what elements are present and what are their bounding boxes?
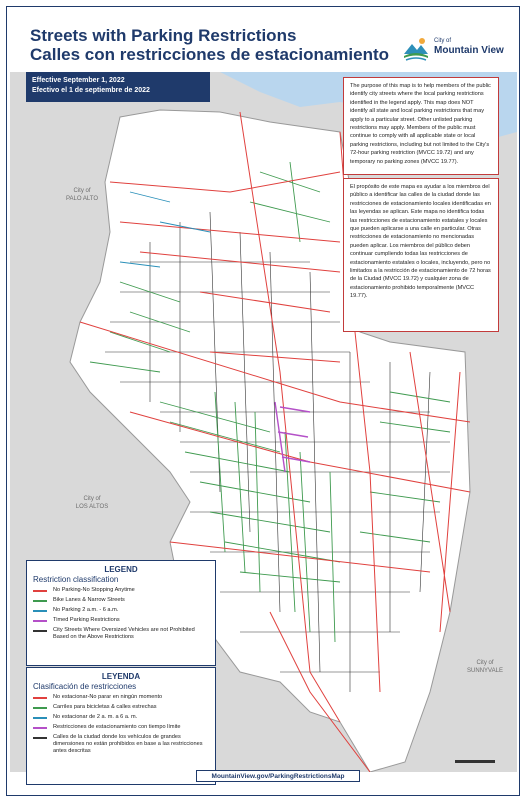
legend-label: Calles de la ciudad donde los vehículos de grandes dimensiones no están prohibidos en base a las restricciones antes descritas <box>53 734 203 754</box>
purpose-notice-en: The purpose of this map is to help members of the public identify city streets where the local parking restrictions identified in the legend apply. This map does NOT identify all state and local parking restrictions that may apply to a particular street. Other unlisted parking restrictions may apply. Members of the public must continue to comply with all applicable state or local parking restrictions, including but not limited to the City's 72-hour parking restriction (MVCC 19.72) and any temporary no parking zones (MVCC 19.77). <box>343 77 499 175</box>
legend-label: Bike Lanes & Narrow Streets <box>53 597 125 603</box>
los-altos-name: LOS ALTOS <box>75 504 109 510</box>
sunnyvale-name: SUNNYVALE <box>467 668 503 674</box>
legend-item-oversized <box>33 627 209 641</box>
legend-item-timed <box>33 617 209 624</box>
legend-item-bike-lanes-es <box>33 704 209 711</box>
effective-date-en: Effective September 1, 2022 <box>32 77 125 84</box>
legend-item-bike-lanes <box>33 597 209 604</box>
legend-subtitle-es: Clasificación de restricciones <box>33 682 137 691</box>
legend-item-overnight <box>33 607 209 614</box>
legend-label: No Parking-No Stopping Anytime <box>53 587 135 593</box>
legend-label: No estacionar-No parar en ningún momento <box>53 694 163 700</box>
legend-swatch-green <box>33 707 47 709</box>
legend-swatch-red <box>33 697 47 699</box>
page-title-spanish: Calles con restricciones de estacionamiento <box>30 45 390 64</box>
map-bottom-scale <box>455 760 495 763</box>
legend-label: No Parking 2 a.m. - 6 a.m. <box>53 607 119 613</box>
legend-swatch-black <box>33 630 47 632</box>
legend-label: No estacionar de 2 a. m. a 6 a. m. <box>53 714 138 720</box>
los-altos-city-of: City of <box>83 496 101 502</box>
legend-swatch-red <box>33 590 47 592</box>
legend-title-es: LEYENDA <box>101 672 141 681</box>
effective-date-es: Efectivo el 1 de septiembre de 2022 <box>32 87 150 94</box>
page-title: Streets with Parking Restrictions <box>30 26 297 45</box>
legend-label: Restricciones de estacionamiento con tiempo límite <box>53 724 181 730</box>
effective-date-box <box>26 72 210 102</box>
legend-swatch-blue <box>33 717 47 719</box>
legend-label: Timed Parking Restrictions <box>53 617 120 623</box>
legend-item-overnight-es <box>33 714 209 721</box>
website-link[interactable]: MountainView.gov/ParkingRestrictionsMap <box>196 770 360 782</box>
palo-alto-city-of: City of <box>73 188 91 194</box>
legend-swatch-blue <box>33 610 47 612</box>
city-logo <box>400 30 505 66</box>
legend-swatch-black <box>33 737 47 739</box>
legend-subtitle: Restriction classification <box>33 575 119 584</box>
legend-english <box>26 560 216 666</box>
logo-city-of: City of <box>434 38 452 44</box>
legend-swatch-purple <box>33 620 47 622</box>
palo-alto-name: PALO ALTO <box>65 196 99 202</box>
mountain-view-logo-icon <box>400 32 432 64</box>
purpose-notice-es: El propósito de este mapa es ayudar a los miembros del público a identificar las calles de la ciudad donde las restricciones de estacionamiento locales identificadas en las leyendas se aplican. Este mapa no identifica todas las restricciones de estacionamiento estatales y locales que pueden aplicarse a una calle en particular. Otras restricciones de estacionamiento no mencionadas pueden aplicar. Los miembros del público deben continuar cumpliendo todas las restricciones de estacionamiento estatales o locales, incluyendo, pero no limitados a la restricción de estacionamiento de 72 horas de la Ciudad (MVCC 19.72) y cualquier zona de estacionamiento prohibido temporalmente (MVCC 19.77). <box>343 178 499 332</box>
legend-spanish <box>26 667 216 785</box>
legend-swatch-green <box>33 600 47 602</box>
sunnyvale-city-of: City of <box>476 660 494 666</box>
legend-item-no-parking <box>33 587 209 594</box>
legend-label: City Streets Where Oversized Vehicles are not Prohibited Based on the Above Restrictions <box>53 627 195 640</box>
legend-title: LEGEND <box>104 565 138 574</box>
logo-name: Mountain View <box>434 45 504 56</box>
legend-item-oversized-es <box>33 734 209 755</box>
legend-item-timed-es <box>33 724 209 731</box>
legend-swatch-purple <box>33 727 47 729</box>
legend-item-no-parking-es <box>33 694 209 701</box>
legend-label: Carriles para bicicletas & calles estrechas <box>53 704 157 710</box>
